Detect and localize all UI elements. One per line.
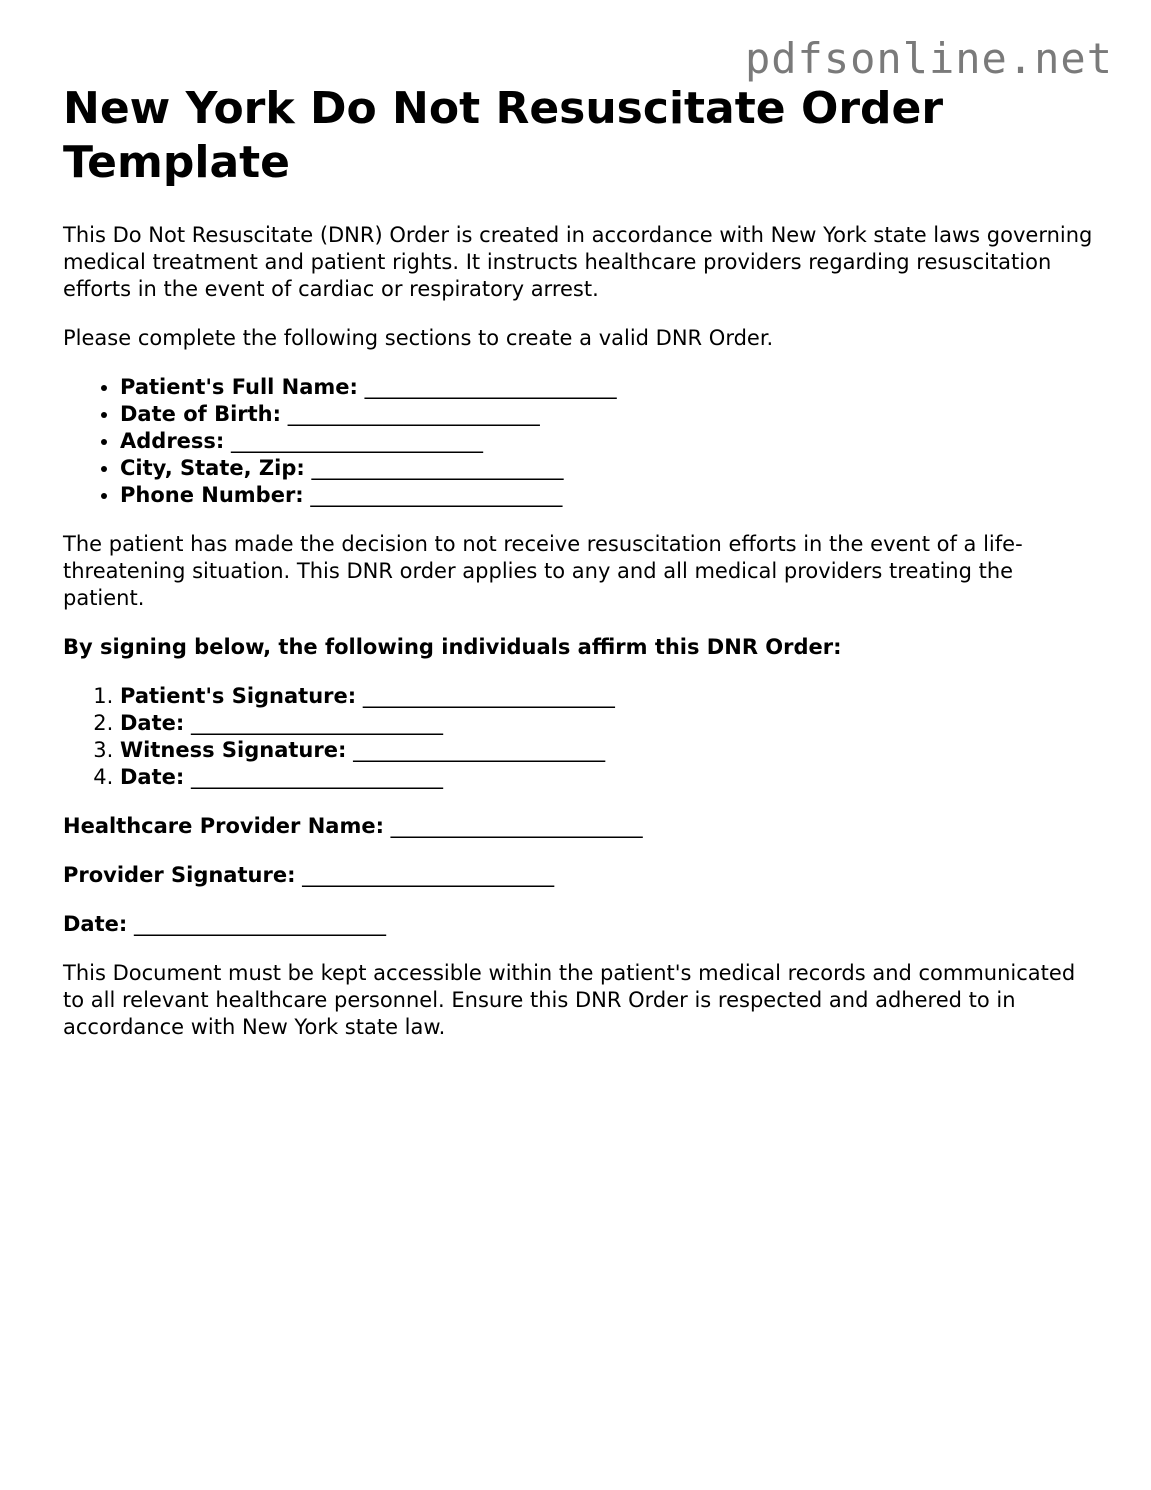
list-item xyxy=(120,428,1093,455)
list-item xyxy=(120,374,1093,401)
field-label: Phone Number: xyxy=(120,483,304,507)
field-blank[interactable]: ________________________ xyxy=(310,483,563,507)
provider-name-label: Healthcare Provider Name: xyxy=(63,814,384,838)
provider-name-blank[interactable]: ________________________ xyxy=(390,814,643,838)
page-title: New York Do Not Resuscitate Order Template xyxy=(63,83,944,188)
provider-date-label: Date: xyxy=(63,912,128,936)
list-item xyxy=(120,401,1093,428)
intro-paragraph: This Do Not Resuscitate (DNR) Order is created in accordance with New York state laws governing medical treatment and patient rights. It instructs healthcare providers regarding resuscitation efforts in the event of cardiac or respiratory arrest. xyxy=(63,223,1093,301)
field-blank[interactable]: ________________________ xyxy=(287,402,540,426)
field-label: Date: xyxy=(120,765,185,789)
list-item xyxy=(120,455,1093,482)
affirm-heading: By signing below, the following individuals affirm this DNR Order: xyxy=(63,635,842,659)
field-blank[interactable]: ________________________ xyxy=(190,711,443,735)
list-item xyxy=(120,482,1093,509)
provider-date-line xyxy=(63,911,1093,938)
field-label: Patient's Full Name: xyxy=(120,375,358,399)
document-page xyxy=(63,82,1093,1063)
list-item xyxy=(120,764,1093,791)
field-blank[interactable]: ________________________ xyxy=(311,456,564,480)
field-label: Address: xyxy=(120,429,225,453)
patient-info-list xyxy=(63,374,1093,509)
provider-signature-blank[interactable]: ________________________ xyxy=(302,863,555,887)
decision-paragraph: The patient has made the decision to not receive resuscitation efforts in the event of a life-threatening situation. This DNR order applies to any and all medical providers treating the patient. xyxy=(63,532,1023,610)
field-label: Date: xyxy=(120,711,185,735)
watermark: pdfsonline.net xyxy=(744,34,1113,83)
field-blank[interactable]: ________________________ xyxy=(231,429,484,453)
field-label: Witness Signature: xyxy=(120,738,347,762)
closing-paragraph: This Document must be kept accessible within the patient's medical records and communicated to all relevant healthcare personnel. Ensure this DNR Order is respected and adhered to in accordance with New York state law. xyxy=(63,961,1076,1039)
list-item xyxy=(120,710,1093,737)
field-blank[interactable]: ________________________ xyxy=(364,375,617,399)
field-label: Patient's Signature: xyxy=(120,684,357,708)
field-blank[interactable]: ________________________ xyxy=(190,765,443,789)
provider-name-line xyxy=(63,813,1093,840)
list-item xyxy=(120,737,1093,764)
instruction-paragraph: Please complete the following sections to create a valid DNR Order. xyxy=(63,326,774,350)
signature-list xyxy=(63,683,1093,791)
provider-signature-line xyxy=(63,862,1093,889)
field-label: Date of Birth: xyxy=(120,402,282,426)
list-item xyxy=(120,683,1093,710)
field-blank[interactable]: ________________________ xyxy=(353,738,606,762)
provider-date-blank[interactable]: ________________________ xyxy=(133,912,386,936)
provider-signature-label: Provider Signature: xyxy=(63,863,296,887)
field-label: City, State, Zip: xyxy=(120,456,305,480)
field-blank[interactable]: ________________________ xyxy=(362,684,615,708)
